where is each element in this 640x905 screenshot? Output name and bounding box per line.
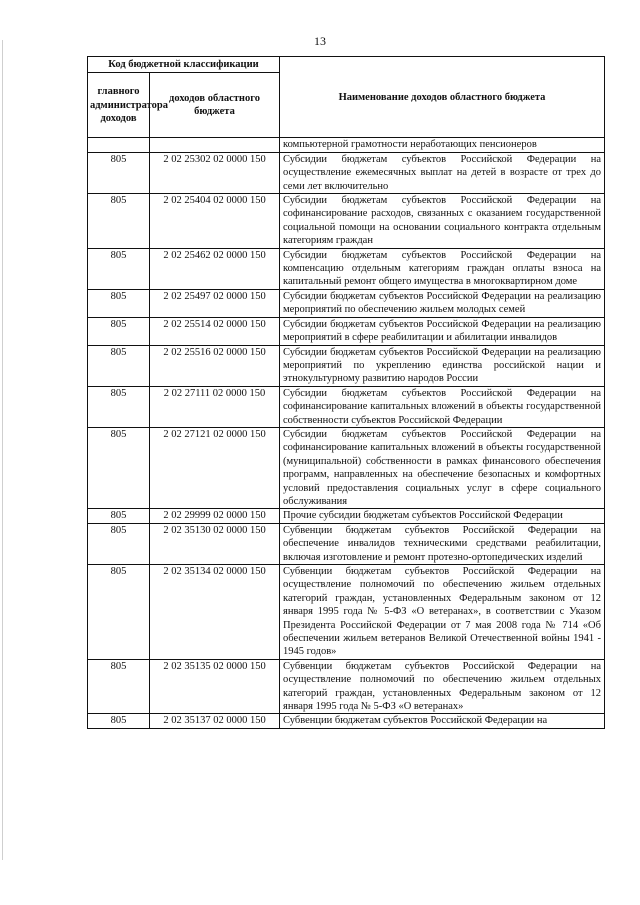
table-row bbox=[88, 345, 605, 386]
row-admin-code-cell: 805 bbox=[88, 714, 150, 728]
row-income-name-cell: Прочие субсидии бюджетам субъектов Российской Федерации bbox=[280, 509, 605, 523]
header-group-budget-code: Код бюджетной классификации bbox=[88, 57, 280, 73]
row-income-name-cell: Субвенции бюджетам субъектов Российской Федерации на обеспечение инвалидов техническими средствами реабилитации, включая изготовление и ремонт протезно-ортопедических изделий bbox=[280, 523, 605, 564]
row-income-name-cell: Субсидии бюджетам субъектов Российской Федерации на софинансирование капитальных вложений в объекты государственной (муниципальной) собственности в рамках финансового обеспечения программ, направленных на обеспечение безопасных и комфортных условий предоставления социальных услуг в сфере социального обслуживания bbox=[280, 427, 605, 508]
header-main-administrator: главного администратора доходов bbox=[88, 73, 150, 138]
row-income-code-cell: 2 02 35130 02 0000 150 bbox=[150, 523, 280, 564]
row-income-code-cell: 2 02 27121 02 0000 150 bbox=[150, 427, 280, 508]
row-income-name-cell: Субвенции бюджетам субъектов Российской Федерации на осуществление полномочий по обеспечению жильем отдельных категорий граждан, установленных Федеральным законом от 12 января 1995 года № 5-ФЗ «О ветеранах» bbox=[280, 659, 605, 714]
row-income-code-cell: 2 02 25302 02 0000 150 bbox=[150, 152, 280, 193]
row-income-name-cell: Субсидии бюджетам субъектов Российской Федерации на софинансирование расходов, связанных с оказанием государственной социальной помощи на основании социального контракта отдельным категориям граждан bbox=[280, 194, 605, 249]
continuation-admin-cell bbox=[88, 138, 150, 152]
row-income-name-cell: Субсидии бюджетам субъектов Российской Федерации на осуществление ежемесячных выплат на детей в возрасте от трех до семи лет включительно bbox=[280, 152, 605, 193]
row-admin-code-cell: 805 bbox=[88, 152, 150, 193]
row-income-name-cell: Субсидии бюджетам субъектов Российской Федерации на компенсацию отдельным категориям граждан оплаты взноса на капитальный ремонт общего имущества в многоквартирном доме bbox=[280, 248, 605, 289]
row-income-name-cell: Субсидии бюджетам субъектов Российской Федерации на софинансирование капитальных вложений в объекты государственной собственности субъектов Российской Федерации bbox=[280, 386, 605, 427]
row-income-name-cell: Субвенции бюджетам субъектов Российской Федерации на bbox=[280, 714, 605, 728]
table-row bbox=[88, 152, 605, 193]
table-body bbox=[88, 138, 605, 728]
row-admin-code-cell: 805 bbox=[88, 386, 150, 427]
row-income-code-cell: 2 02 27111 02 0000 150 bbox=[150, 386, 280, 427]
table-row bbox=[88, 427, 605, 508]
row-admin-code-cell: 805 bbox=[88, 194, 150, 249]
continuation-name-cell: компьютерной грамотности неработающих пенсионеров bbox=[280, 138, 605, 152]
row-income-name-cell: Субвенции бюджетам субъектов Российской Федерации на осуществление полномочий по обеспечению жильем отдельных категорий граждан, установленных Федеральным законом от 12 января 1995 года № 5-ФЗ «О ветеранах», в соответствии с Указом Президента Российской Федерации от 7 мая 2008 года № 714 «Об обеспечении жильем ветеранов Великой Отечественной войны 1941 - 1945 годов» bbox=[280, 565, 605, 660]
row-admin-code-cell: 805 bbox=[88, 427, 150, 508]
row-income-code-cell: 2 02 25497 02 0000 150 bbox=[150, 289, 280, 317]
continuation-code-cell bbox=[150, 138, 280, 152]
row-income-code-cell: 2 02 25516 02 0000 150 bbox=[150, 345, 280, 386]
row-income-code-cell: 2 02 25514 02 0000 150 bbox=[150, 317, 280, 345]
row-income-code-cell: 2 02 25404 02 0000 150 bbox=[150, 194, 280, 249]
scan-edge-mark bbox=[2, 40, 3, 860]
row-income-code-cell: 2 02 29999 02 0000 150 bbox=[150, 509, 280, 523]
row-admin-code-cell: 805 bbox=[88, 659, 150, 714]
table-row bbox=[88, 248, 605, 289]
header-income-name: Наименование доходов областного бюджета bbox=[280, 57, 605, 138]
table-header bbox=[88, 57, 605, 138]
row-admin-code-cell: 805 bbox=[88, 523, 150, 564]
table-row bbox=[88, 565, 605, 660]
row-admin-code-cell: 805 bbox=[88, 565, 150, 660]
row-admin-code-cell: 805 bbox=[88, 509, 150, 523]
table-row bbox=[88, 509, 605, 523]
row-income-code-cell: 2 02 25462 02 0000 150 bbox=[150, 248, 280, 289]
row-admin-code-cell: 805 bbox=[88, 345, 150, 386]
table-row bbox=[88, 714, 605, 728]
row-admin-code-cell: 805 bbox=[88, 289, 150, 317]
table-row bbox=[88, 659, 605, 714]
header-income-code: доходов областного бюджета bbox=[150, 73, 280, 138]
row-income-name-cell: Субсидии бюджетам субъектов Российской Федерации на реализацию мероприятий по укреплению единства российской нации и этнокультурному развитию народов России bbox=[280, 345, 605, 386]
row-admin-code-cell: 805 bbox=[88, 248, 150, 289]
budget-classification-table bbox=[87, 56, 605, 729]
table-row bbox=[88, 289, 605, 317]
table-row bbox=[88, 386, 605, 427]
page-number: 13 bbox=[314, 34, 326, 48]
table-row bbox=[88, 523, 605, 564]
row-income-name-cell: Субсидии бюджетам субъектов Российской Федерации на реализацию мероприятий в сфере реабилитации и абилитации инвалидов bbox=[280, 317, 605, 345]
row-income-code-cell: 2 02 35135 02 0000 150 bbox=[150, 659, 280, 714]
table-row bbox=[88, 194, 605, 249]
table-row bbox=[88, 317, 605, 345]
row-admin-code-cell: 805 bbox=[88, 317, 150, 345]
table-row-continuation bbox=[88, 138, 605, 152]
row-income-name-cell: Субсидии бюджетам субъектов Российской Федерации на реализацию мероприятий по обеспечению жильем молодых семей bbox=[280, 289, 605, 317]
row-income-code-cell: 2 02 35137 02 0000 150 bbox=[150, 714, 280, 728]
row-income-code-cell: 2 02 35134 02 0000 150 bbox=[150, 565, 280, 660]
